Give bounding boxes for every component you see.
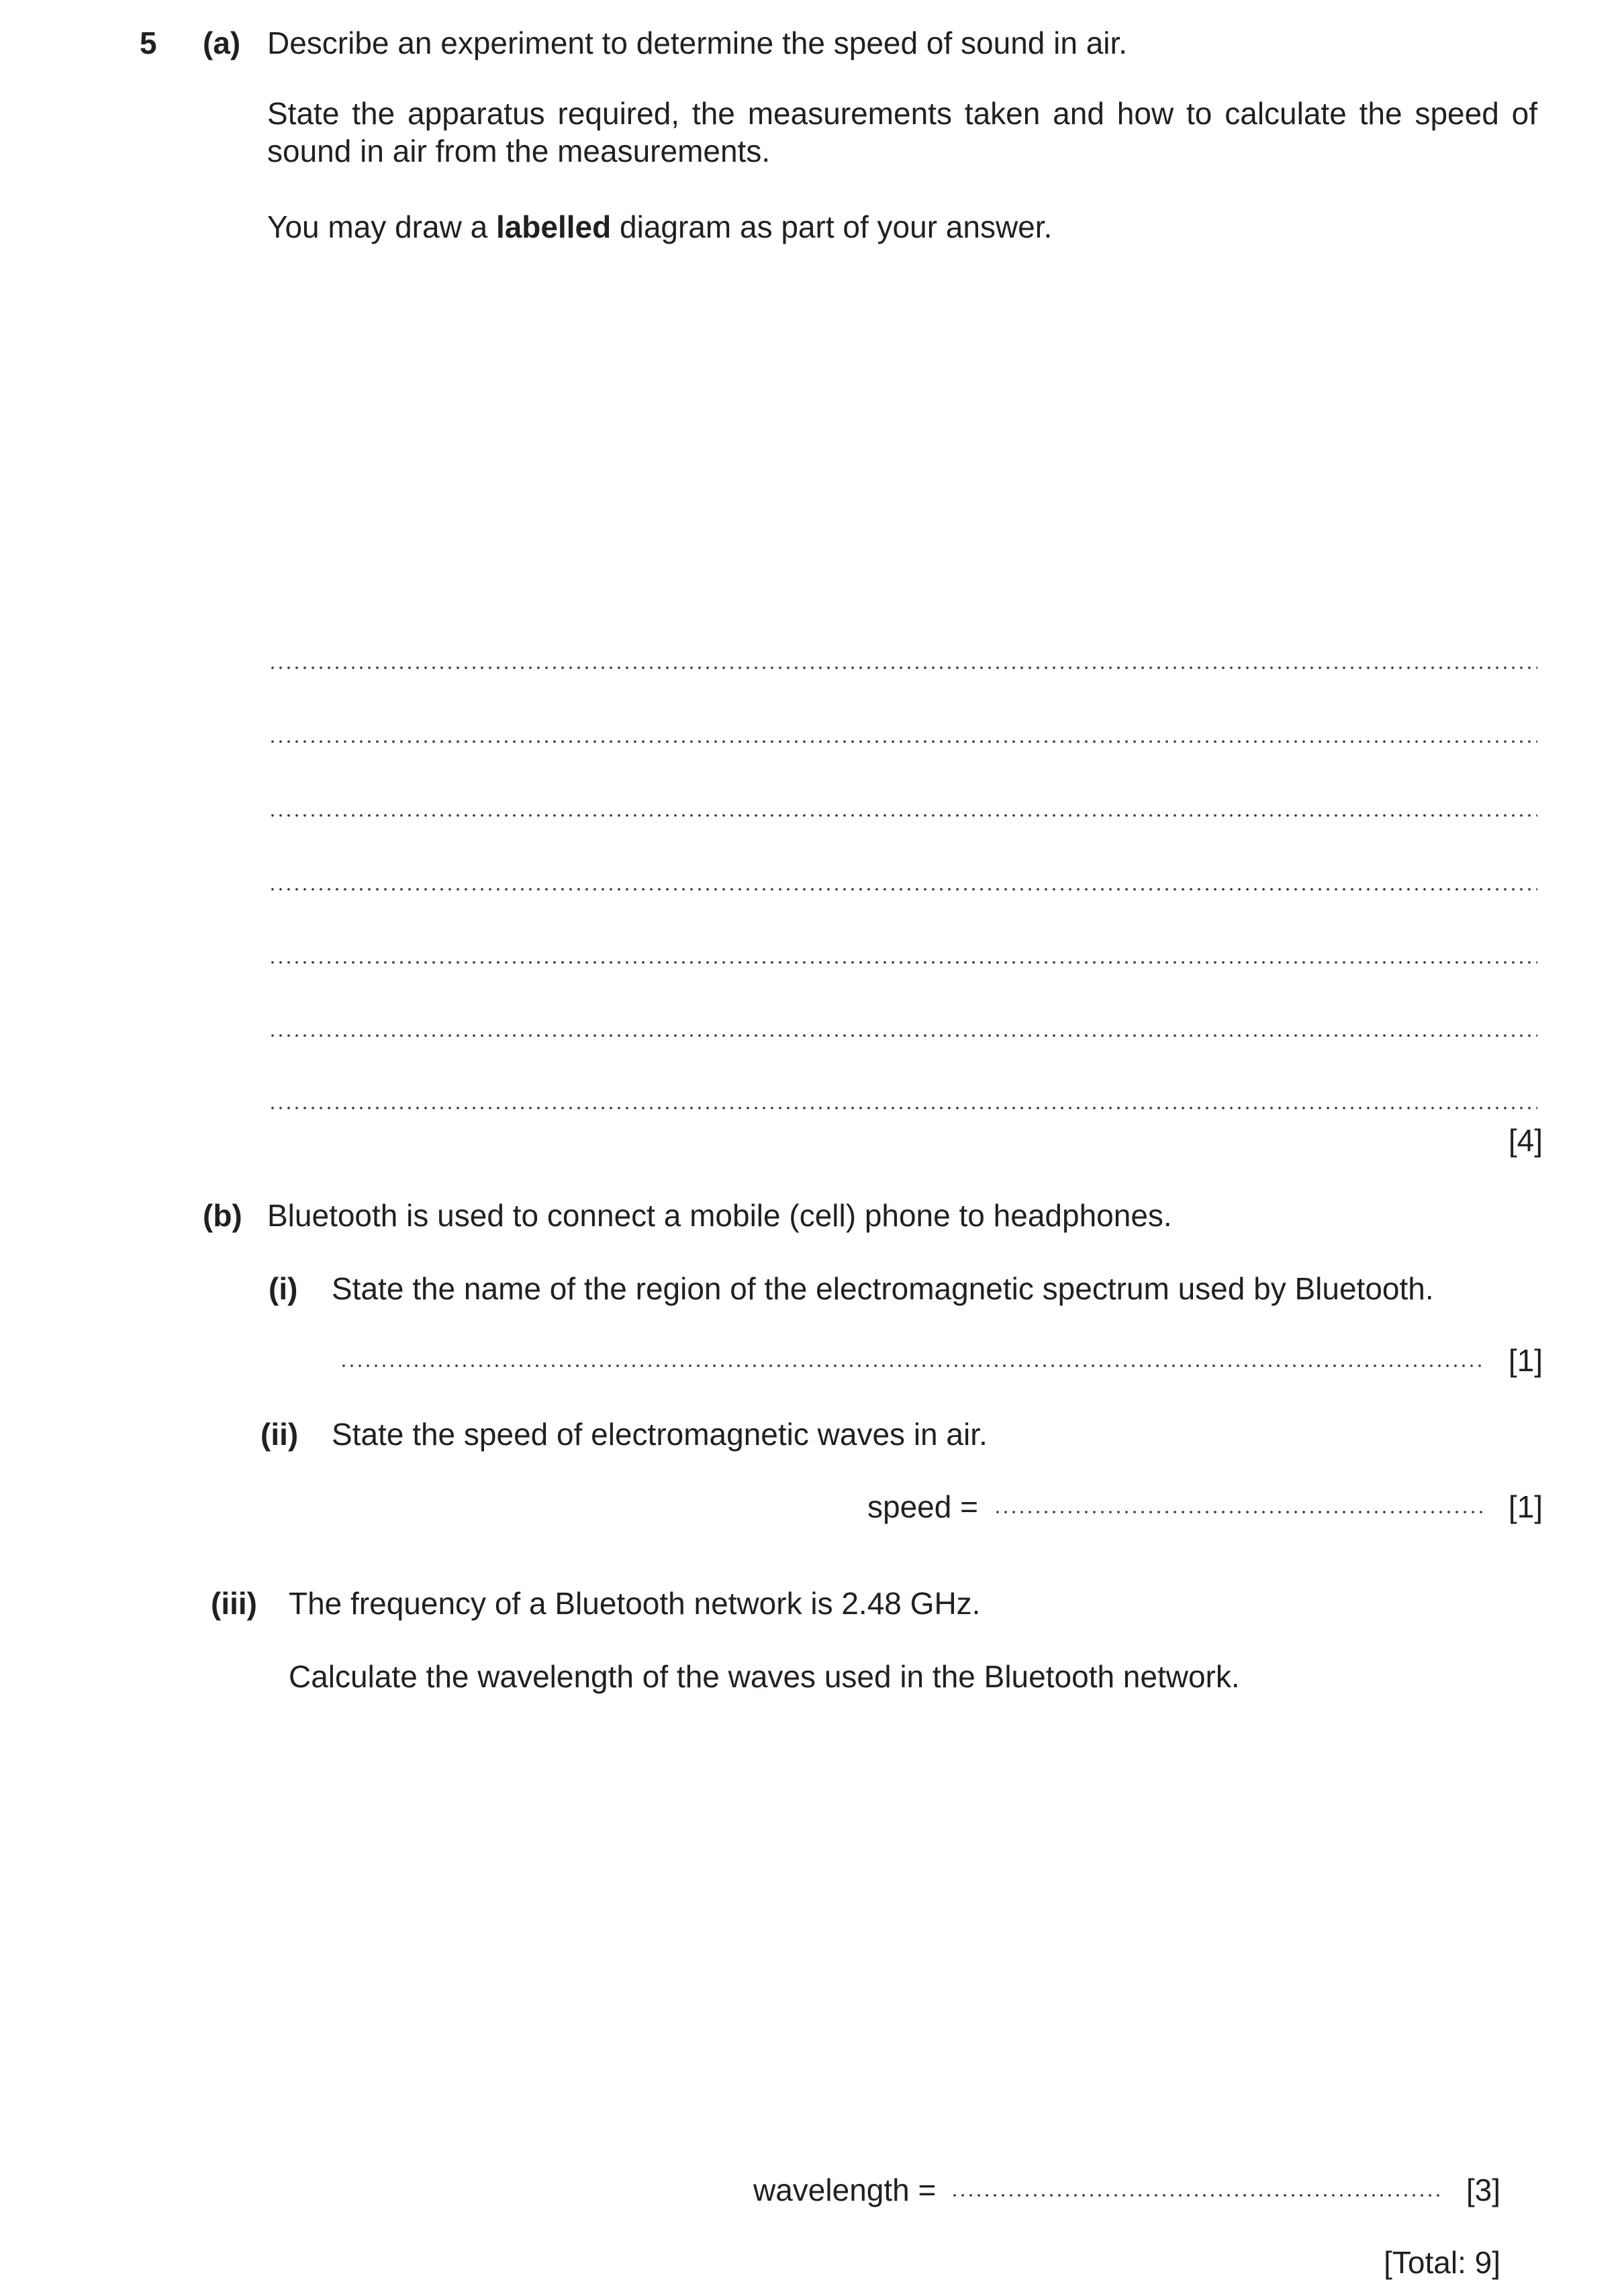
part-b-i-label: (i)	[269, 1271, 298, 1306]
working-area[interactable]	[289, 1718, 1497, 2148]
speed-answer-line[interactable]	[994, 1510, 1485, 1514]
speed-answer-label: speed =	[867, 1489, 978, 1524]
part-b-i-marks: [1]	[1508, 1343, 1543, 1378]
part-a-prompt: Describe an experiment to determine the speed of sound in air.	[267, 26, 1128, 60]
part-b-ii-prompt: State the speed of electromagnetic waves in air.	[332, 1417, 988, 1452]
wavelength-answer-label: wavelength =	[753, 2173, 937, 2207]
diagram-note-bold: labelled	[495, 209, 612, 244]
part-b-intro: Bluetooth is used to connect a mobile (cell) phone to headphones.	[267, 1198, 1172, 1233]
answer-line-a-6[interactable]	[269, 1034, 1537, 1038]
part-a-diagram-note	[267, 211, 1052, 242]
part-a-marks: [4]	[1508, 1123, 1543, 1158]
diagram-note-text-after: diagram as part of your answer.	[611, 209, 1053, 244]
part-b-i-prompt: State the name of the region of the electromagnetic spectrum used by Bluetooth.	[332, 1271, 1434, 1306]
answer-line-b-i[interactable]	[340, 1364, 1485, 1368]
part-b-ii-marks: [1]	[1508, 1489, 1543, 1524]
answer-line-a-7[interactable]	[269, 1106, 1537, 1110]
part-b-iii-label: (iii)	[211, 1586, 257, 1621]
question-number: 5	[140, 26, 157, 60]
part-a-instruction: State the apparatus required, the measurements taken and how to calculate the speed of sound in air from the measurements.	[267, 96, 1537, 168]
part-b-iii-marks: [3]	[1466, 2173, 1500, 2207]
part-a-label: (a)	[203, 26, 241, 60]
part-b-ii-label: (ii)	[260, 1417, 299, 1452]
part-b-iii-prompt: The frequency of a Bluetooth network is 2.48 GHz.	[289, 1586, 981, 1621]
part-b-iii-instruction: Calculate the wavelength of the waves used in the Bluetooth network.	[289, 1659, 1240, 1694]
answer-line-a-4[interactable]	[269, 887, 1537, 891]
answer-line-a-2[interactable]	[269, 740, 1537, 744]
part-b-label: (b)	[203, 1198, 242, 1233]
answer-line-a-5[interactable]	[269, 960, 1537, 964]
answer-line-a-1[interactable]	[269, 666, 1537, 670]
answer-line-a-3[interactable]	[269, 813, 1537, 817]
diagram-note-text-before: You may draw a	[267, 209, 496, 244]
total-marks: [Total: 9]	[1384, 2245, 1500, 2280]
diagram-area[interactable]	[267, 255, 1537, 644]
wavelength-answer-line[interactable]	[951, 2193, 1442, 2197]
